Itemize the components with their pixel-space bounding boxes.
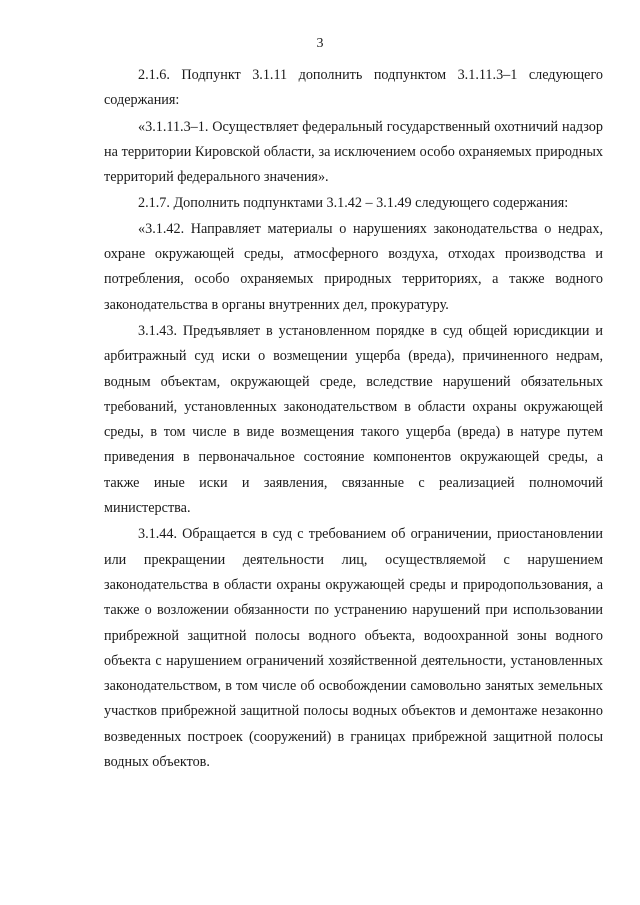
- paragraph-3-1-42: «3.1.42. Направляет материалы о нарушениях законодательства о недрах, охране окружающей среды, атмосферного воздуха, отходах производства и потребления, особо охраняемых природных территориях, а также водного законодательства в органы внутренних дел, прокуратуру.: [104, 220, 603, 313]
- paragraph-2-1-6: 2.1.6. Подпункт 3.1.11 дополнить подпунктом 3.1.11.3–1 следующего содержания:: [104, 67, 603, 109]
- document-body: [104, 63, 603, 775]
- paragraph-3-1-44: 3.1.44. Обращается в суд с требованием об ограничении, приостановлении или прекращении деятельности лиц, осуществляемой с нарушением законодательства в области охраны окружающей среды и природопользования, а также о возложении обязанности по устранению нарушений при использовании прибрежной защитной полосы водного объекта, водоохранной зоны водного объекта с нарушением ограничений хозяйственной деятельности, установленных законодательством, в том числе об освобождении самовольно занятых земельных участков прибрежной защитной полосы водных объектов и демонтаже незаконно возведенных построек (сооружений) в границах прибрежной защитной полосы водных объектов.: [104, 526, 603, 771]
- paragraph-3-1-43: 3.1.43. Предъявляет в установленном порядке в суд общей юрисдикции и арбитражный суд иски о возмещении ущерба (вреда), причиненного недрам, водным объектам, окружающей среде, вследствие нарушений обязательных требований, установленных законодательством в области охраны окружающей среды, в том числе в виде возмещения такого ущерба (вреда) в натуре путем приведения в первоначальное состояние компонентов окружающей среды, а также иные иски и заявления, связанные с реализацией полномочий министерства.: [104, 322, 603, 517]
- paragraph-3-1-11-3-1: «3.1.11.3–1. Осуществляет федеральный государственный охотничий надзор на территории Кировской области, за исключением особо охраняемых природных территорий федерального значения».: [104, 118, 603, 186]
- paragraph-2-1-7: 2.1.7. Дополнить подпунктами 3.1.42 – 3.1.49 следующего содержания:: [138, 195, 569, 212]
- page-number: 3: [316, 36, 324, 51]
